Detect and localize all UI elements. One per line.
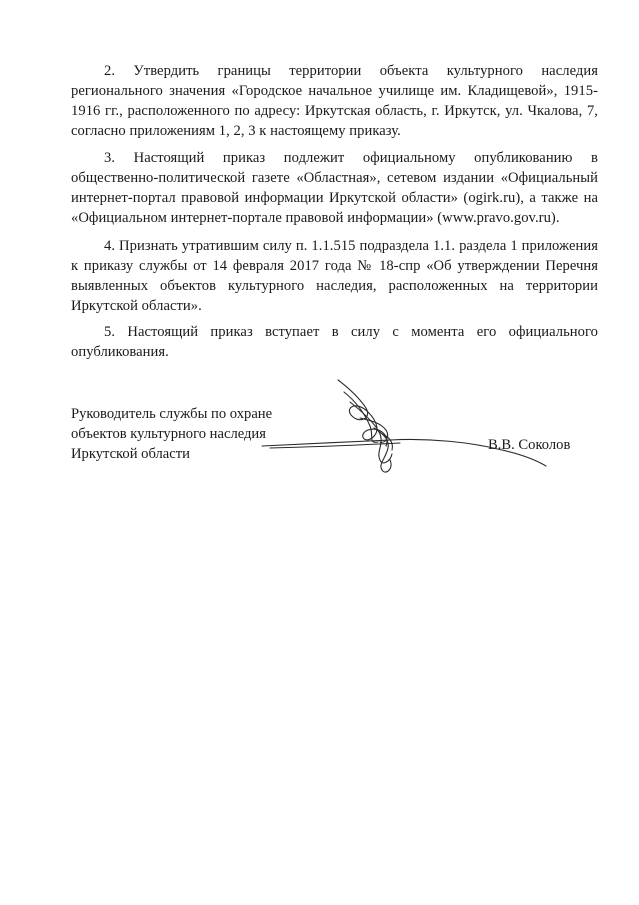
paragraph-item-3: 3. Настоящий приказ подлежит официальному опубликованию в общественно-политической газете «Областная», сетевом издании «Официальный интернет-портал правовой информации Иркутской области» (ogirk.ru), а также на «Официальном интернет-портале правовой информации» (www.pravo.gov.ru). (71, 150, 598, 226)
signatory-position-line: Руководитель службы по охране (71, 406, 273, 422)
signatory-position-line: Иркутской области (71, 446, 190, 462)
paragraph-item-4: 4. Признать утратившим силу п. 1.1.515 подраздела 1.1. раздела 1 приложения к приказу службы от 14 февраля 2017 года № 18-спр «Об утверждении Перечня выявленных объектов культурного наследия, расположенных на территории Иркутской области». (71, 238, 598, 314)
paragraph-item-2: 2. Утвердить границы территории объекта культурного наследия регионального значения «Городское начальное училище им. Кладищевой», 1915-1916 гг., расположенного по адресу: Иркутская область, г. Иркутск, ул. Чкалова, 7, согласно приложениям 1, 2, 3 к настоящему приказу. (71, 63, 598, 139)
signatory-name: В.В. Соколов (488, 437, 571, 453)
handwritten-signature (240, 372, 550, 492)
paragraph-item-5: 5. Настоящий приказ вступает в силу с момента его официального опубликования. (71, 324, 598, 360)
signatory-position-line: объектов культурного наследия (71, 426, 266, 442)
